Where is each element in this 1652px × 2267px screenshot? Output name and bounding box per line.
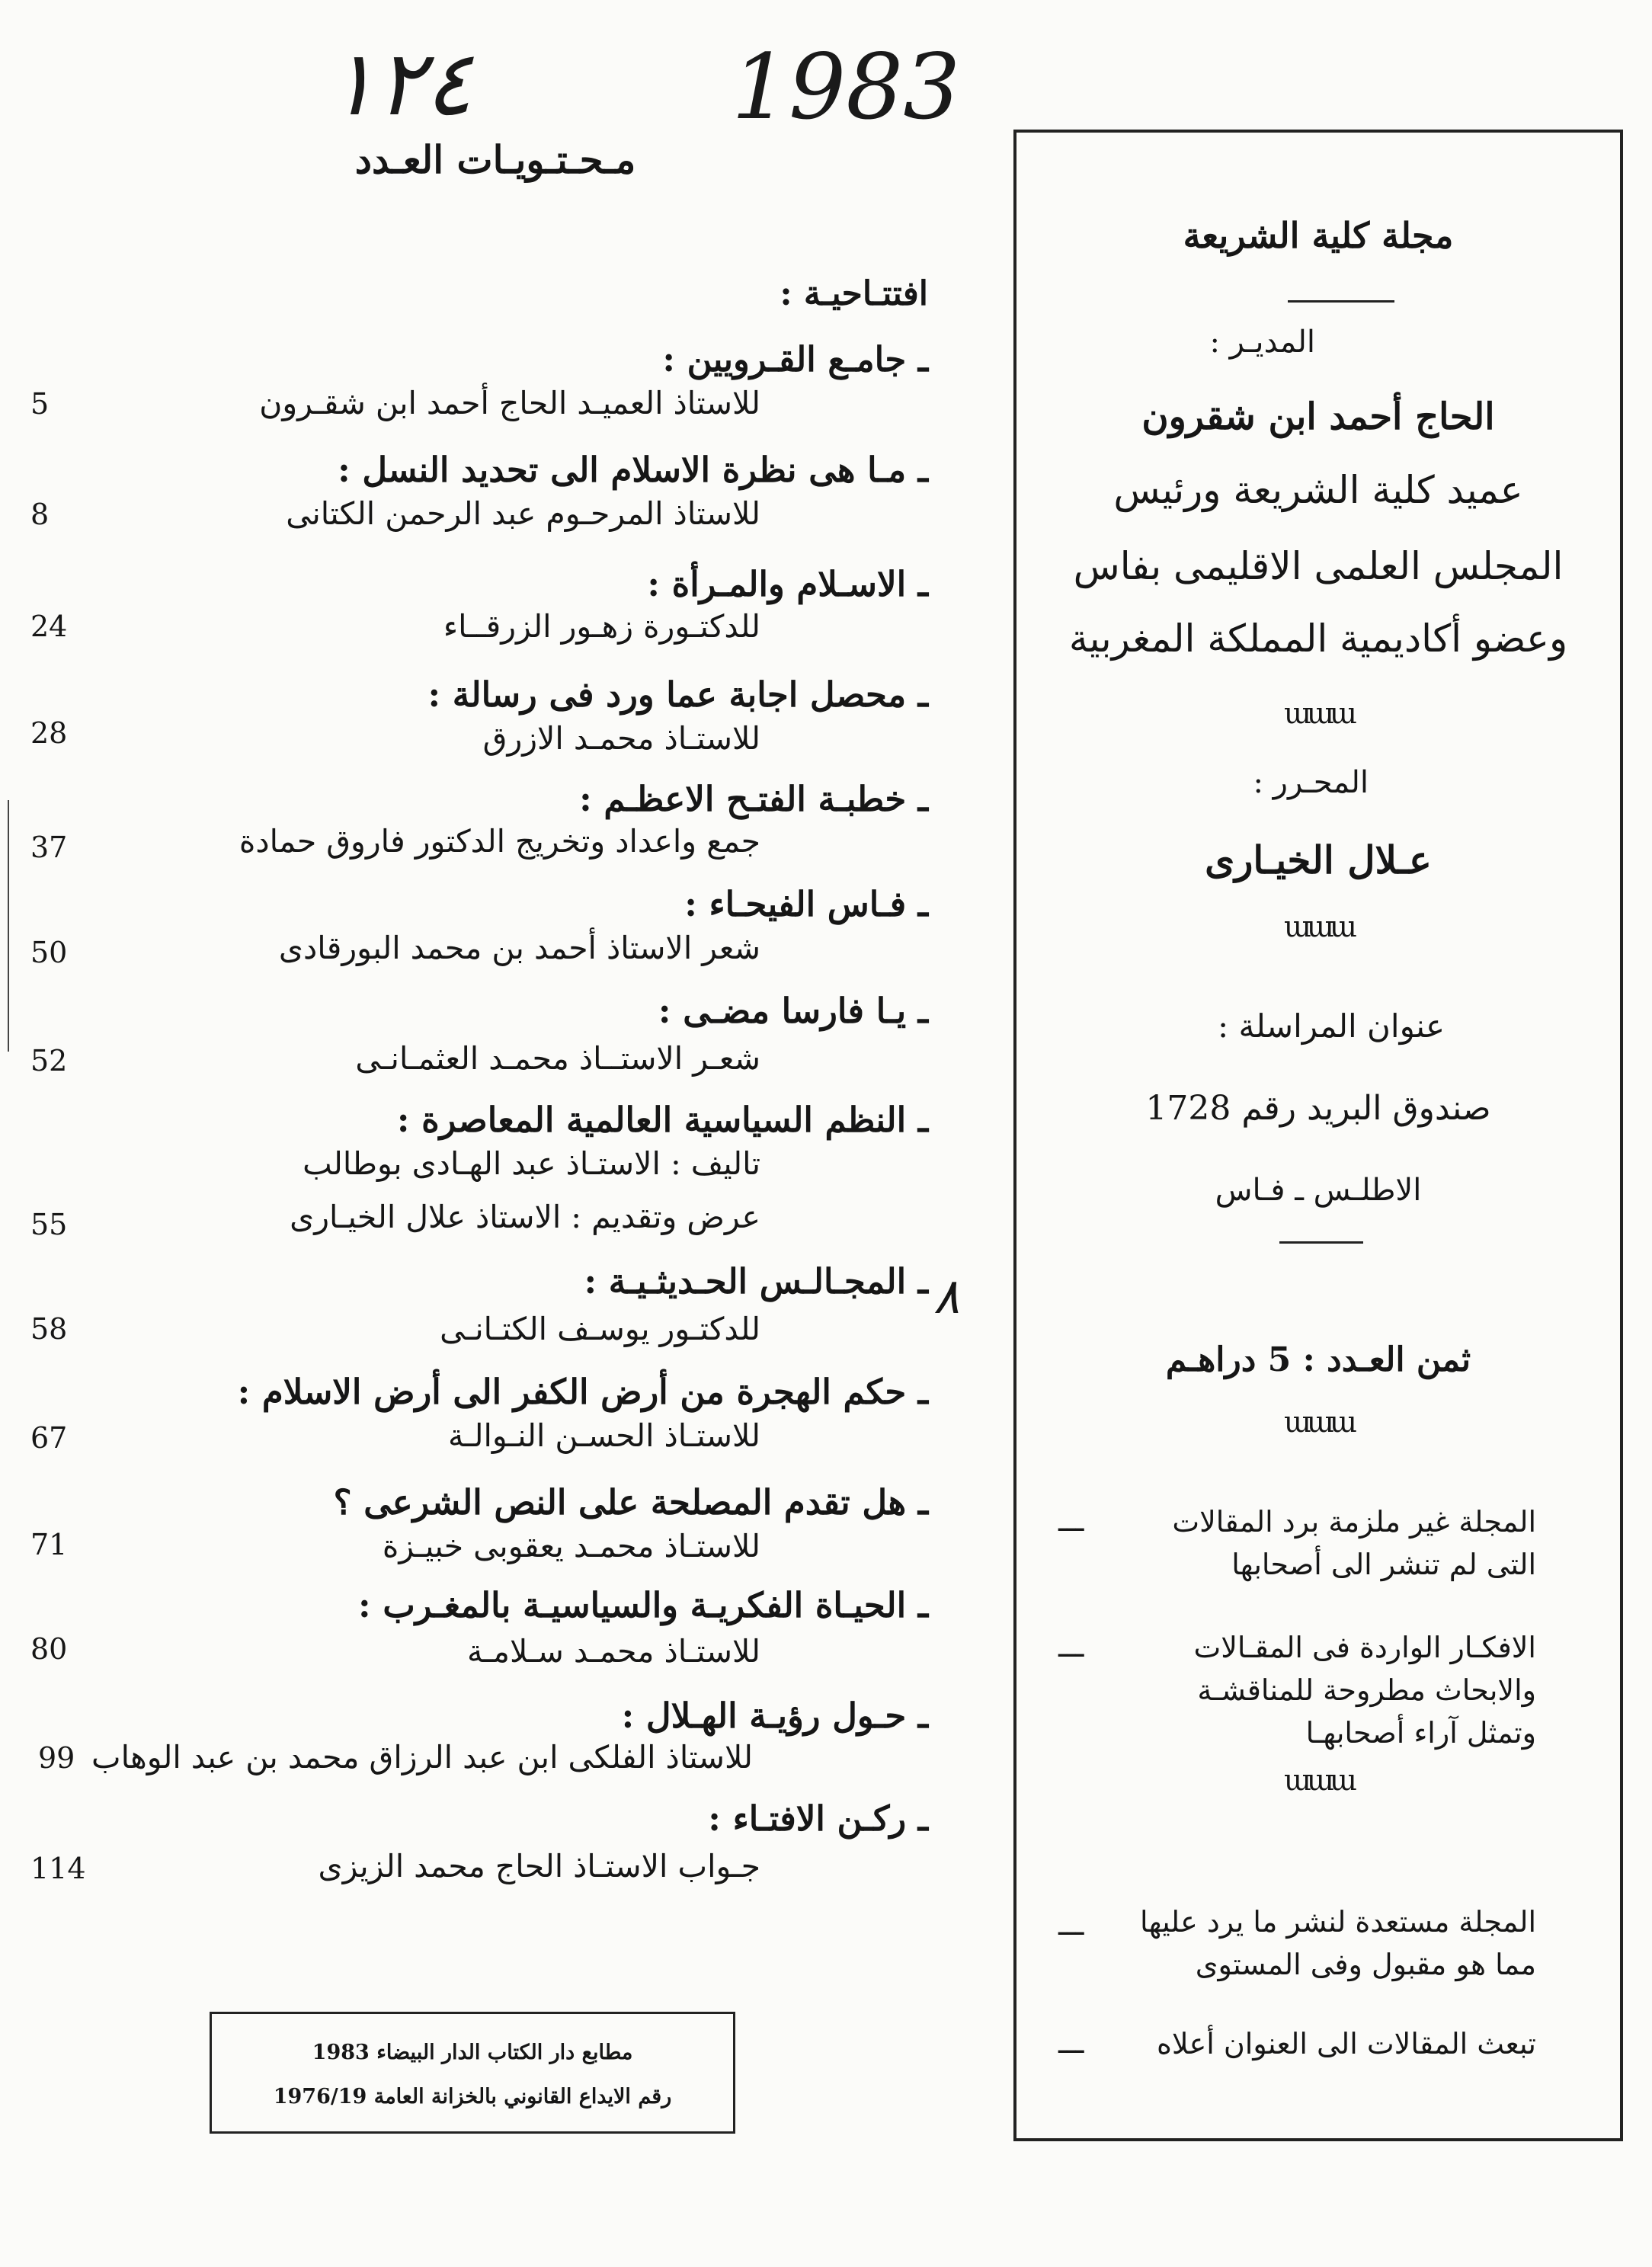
entry-author: للاستاذ الفلكى ابن عبد الرزاق محمد بن عبد الوهاب (91, 1739, 753, 1775)
handwritten-margin-mark: ٨ (933, 1269, 960, 1325)
note-dash: ـــ (1058, 2026, 1084, 2060)
address-label: عنوان المراسلة : (1218, 1007, 1445, 1045)
note-1-line-1: المجلة غير ملزمة برد المقالات (1172, 1505, 1536, 1539)
note-4 (1157, 2022, 1536, 2065)
note-dash: ـــ (1058, 1908, 1084, 1942)
entry-page: 55 (30, 1208, 68, 1241)
handwritten-year: 1983 (732, 34, 961, 139)
entry-author: جـواب الاستـاذ الحاج محمد الزيزى (318, 1848, 760, 1884)
entry-page: 8 (30, 498, 50, 531)
entry-author: شعـر الاستــاذ محمـد العثمـانـى (355, 1040, 760, 1077)
imprint-line-1: مطابع دار الكتاب الدار البيضاء 1983 (312, 2041, 633, 2064)
note-dash: ـــ (1058, 1504, 1084, 1538)
entry-author: للاستاذ المرحـوم عبد الرحمن الكتانى (286, 495, 760, 532)
entry-author: للاستـاذ محمـد يعقوبى خبيـزة (382, 1528, 760, 1564)
entry-author: للاستـاذ الحسـن النـوالـة (448, 1417, 760, 1454)
editor-name: عـلال الخيـارى (1205, 837, 1432, 882)
director-desc-3: وعضو أكاديمية المملكة المغربية (1068, 616, 1568, 661)
note-2-line-2: والابحاث مطروحة للمناقشـة (1197, 1673, 1536, 1707)
entry-author: للاستـاذ محمـد سـلامـة (467, 1633, 760, 1670)
note-3-line-1: المجلة مستعدة لنشر ما يرد عليها (1139, 1905, 1536, 1939)
imprint-line-2: رقم الايداع القانوني بالخزانة العامة 1976/19 (273, 2085, 672, 2109)
entry-page: 5 (30, 387, 50, 421)
entry-title: ـ الحيـاة الفكريـة والسياسيـة بالمغـرب : (358, 1585, 928, 1625)
entry-page: 80 (30, 1632, 68, 1666)
entry-title: ـ حكم الهجرة من أرض الكفر الى أرض الاسلام : (237, 1372, 928, 1412)
entry-title: ـ يـا فارسا مضـى : (658, 991, 928, 1031)
imprint-box (210, 2012, 735, 2134)
note-3-line-2: مما هو مقبول وفى المستوى (1195, 1948, 1536, 1981)
entry-title: ـ هل تقدم المصلحة على النص الشرعى ؟ (333, 1482, 928, 1523)
entry-author: تاليف : الاستـاذ عبد الهـادى بوطالب (303, 1145, 760, 1182)
handwritten-number: ۱۲٤ (328, 30, 473, 136)
entry-title: ـ محصل اجابة عما ورد فى رسالة : (427, 674, 928, 715)
journal-name: مجلة كلية الشريعة (1183, 215, 1454, 256)
note-2 (1193, 1626, 1536, 1754)
journal-info-box (1013, 130, 1623, 2141)
director-name: الحاج أحمد ابن شقرون (1141, 395, 1495, 438)
entry-author: للاستاذ العميـد الحاج أحمد ابن شقـرون (259, 385, 760, 421)
divider (1288, 300, 1394, 303)
entry-page: 50 (30, 936, 68, 969)
director-label: المديـر : (1209, 325, 1315, 360)
address-line-2: الاطلـس ـ فـاس (1215, 1173, 1422, 1208)
entry-title: ـ المجـالـس الحـديثـيـة : (584, 1261, 928, 1302)
entry-author: للاستـاذ محمـد الازرق (482, 720, 760, 757)
entry-page: 58 (30, 1312, 68, 1346)
issue-price: ثمن العـدد : 5 دراهـم (1165, 1340, 1471, 1379)
entry-title: ـ النظم السياسية العالمية المعاصرة : (396, 1100, 928, 1140)
ornament: ɯɯɯ (1283, 1405, 1353, 1439)
entry-title: ـ خطبـة الفتـح الاعظـم : (579, 779, 928, 819)
address-line-1: صندوق البريد رقم 1728 (1145, 1089, 1491, 1128)
note-1 (1172, 1500, 1536, 1586)
note-2-line-3: وتمثل آراء أصحابهـا (1305, 1716, 1536, 1750)
entry-page: 114 (30, 1852, 86, 1885)
entry-page: 71 (30, 1528, 68, 1561)
note-1-line-2: التى لم تنشر الى أصحابها (1231, 1548, 1536, 1581)
entry-author: شعر الاستاذ أحمد بن محمد البورقادى (278, 930, 760, 966)
entry-title: ـ الاسـلام والمـرأة : (647, 564, 928, 604)
entry-page: 99 (38, 1741, 75, 1775)
note-3 (1140, 1900, 1536, 1986)
director-desc-2: المجلس العلمى الاقليمى بفاس (1073, 544, 1564, 588)
entry-title: ـ فـاس الفيحـاء : (684, 884, 928, 924)
ornament: ɯɯɯ (1283, 910, 1353, 943)
ornament: ɯɯɯ (1283, 696, 1353, 730)
note-2-line-1: الافكـار الواردة فى المقـالات (1193, 1631, 1536, 1664)
intro-label: افتتـاحيـة : (780, 274, 928, 313)
entry-author-secondary: عرض وتقديم : الاستاذ علال الخيـارى (290, 1199, 760, 1235)
entry-author: للدكتـور يوسـف الكتـانـى (440, 1311, 760, 1347)
ornament: ɯɯɯ (1283, 1763, 1353, 1797)
entry-author: للدكتـورة زهـور الزرقــاء (443, 608, 760, 645)
entry-author: جمع واعداد وتخريج الدكتور فاروق حمادة (239, 823, 760, 860)
note-dash: ـــ (1058, 1630, 1084, 1663)
entry-page: 24 (30, 610, 68, 643)
contents-title: مـحـتـويـات العـدد (354, 137, 636, 182)
entry-title: ـ ركـن الافتـاء : (708, 1798, 928, 1839)
director-desc-1: عميد كلية الشريعة ورئيس (1113, 468, 1523, 512)
entry-page: 52 (30, 1044, 68, 1077)
entry-page: 28 (30, 716, 68, 750)
note-4-line-1: تبعث المقالات الى العنوان أعلاه (1156, 2027, 1536, 2060)
entry-page: 67 (30, 1421, 68, 1455)
entry-title: ـ حـول رؤيـة الهـلال : (621, 1695, 928, 1736)
margin-rule (8, 800, 9, 1052)
divider (1279, 1241, 1363, 1244)
entry-title: ـ مـا هى نظرة الاسلام الى تحديد النسل : (338, 450, 928, 490)
entry-title: ـ جامـع القـرويين : (662, 339, 928, 379)
editor-label: المحـرر : (1253, 765, 1369, 800)
entry-page: 37 (30, 831, 68, 864)
